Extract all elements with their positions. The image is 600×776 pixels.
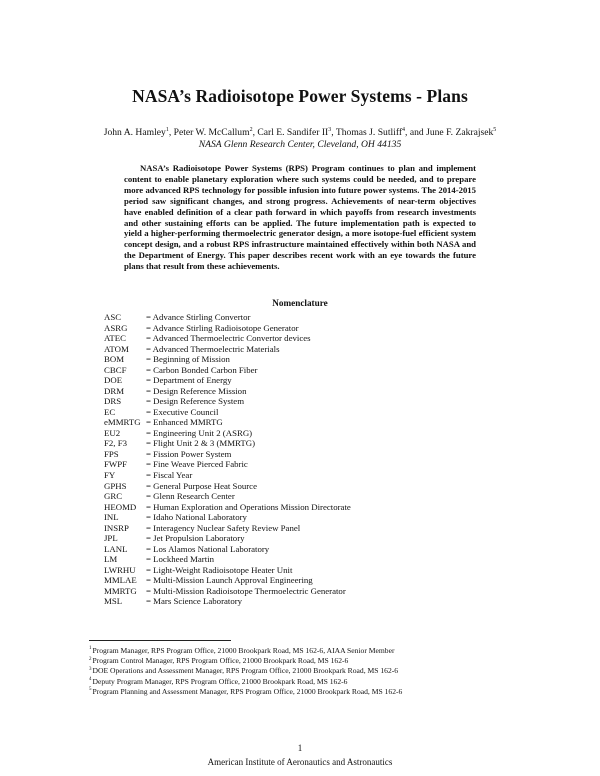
nomenclature-definition: = Multi-Mission Launch Approval Engineering	[146, 575, 313, 586]
nomenclature-row	[104, 344, 424, 355]
footnote-mark: 5	[89, 687, 92, 693]
nomenclature-definition: = Fine Weave Pierced Fabric	[146, 459, 248, 470]
nomenclature-definition: = Flight Unit 2 & 3 (MMRTG)	[146, 438, 256, 449]
nomenclature-abbreviation: ASC	[104, 312, 122, 322]
nomenclature-abbreviation: HEOMD	[104, 501, 137, 512]
nomenclature-abbreviation: MSL	[104, 596, 123, 607]
author: Carl E. Sandifer $II^3$,	[257, 126, 336, 138]
nomenclature-definition: = Department of Energy	[146, 375, 232, 386]
nomenclature-abbreviation: INSRP	[104, 522, 129, 533]
nomenclature-row	[104, 449, 424, 460]
footnote-text: Program Control Manager, RPS Program Office, 21000 Brookpark Road, MS 162-6	[92, 656, 349, 666]
nomenclature-definition: = Advanced Thermoelectric Convertor devices	[146, 333, 311, 344]
nomenclature-list	[104, 312, 424, 607]
nomenclature-definition: = Jet Propulsion Laboratory	[146, 533, 245, 544]
footnote-text: Program Manager, RPS Program Office, 21000 Brookpark Road, MS 162-6, AIAA Senior Member	[92, 646, 395, 655]
paper-title: NASA’s Radioisotope Power Systems - Plans	[132, 86, 468, 106]
nomenclature-row	[104, 386, 424, 397]
author: Thomas J. Sutliff$^4$, and	[335, 126, 427, 138]
nomenclature-row	[104, 544, 424, 555]
nomenclature-row	[104, 491, 424, 502]
nomenclature-row	[104, 533, 424, 544]
nomenclature-row	[104, 596, 424, 607]
nomenclature-definition: = Human Exploration and Operations Mission Directorate	[146, 501, 351, 512]
page-number: 1	[297, 743, 303, 753]
nomenclature-definition: = Design Reference System	[146, 396, 245, 407]
nomenclature-row	[104, 375, 424, 386]
nomenclature-abbreviation: DRM	[104, 385, 125, 396]
nomenclature-abbreviation: ATOM	[104, 343, 129, 354]
nomenclature-row	[104, 354, 424, 365]
footnote	[89, 677, 509, 687]
footnote	[89, 687, 509, 697]
footnote-mark: 3	[89, 666, 92, 672]
nomenclature-row	[104, 428, 424, 439]
nomenclature-row	[104, 586, 424, 597]
nomenclature-abbreviation: ATEC	[104, 333, 126, 344]
nomenclature-abbreviation: LM	[104, 554, 118, 565]
abstract: NASA’s Radioisotope Power Systems (RPS) Program continues to plan and implement content to enable planetary exploration where such systems could be needed, and to prepare more advanced RPS technology for possible infusion into future power systems. The 2014-2015 period saw significant changes, and strong progress. Achievements of near-term objectives have enabled definition of a clear path forward in which payoffs from research investments and other sustaining efforts can be applied. The future implementation path is expected to yield a higher-performing thermoelectric generator design, a more isotope-fuel efficient system concept design, and a robust RPS infrastructure maintained effectively within both NASA and the Department of Energy. This paper describes recent work with an eye towards the future plans that result from these achievements.	[124, 163, 476, 272]
footnote-text: Program Planning and Assessment Manager, RPS Program Office, 21000 Brookpark Road, MS 162-6	[92, 686, 403, 696]
nomenclature-abbreviation: DRS	[104, 396, 122, 407]
nomenclature-heading: Nomenclature	[272, 298, 328, 308]
nomenclature-row	[104, 323, 424, 334]
nomenclature-row	[104, 459, 424, 470]
author-footnote-mark: 3	[328, 126, 332, 133]
nomenclature-row	[104, 523, 424, 534]
nomenclature-abbreviation: INL	[104, 512, 119, 523]
author-footnote-mark: 1	[165, 126, 169, 133]
footnote-text: DOE Operations and Assessment Manager, RPS Program Office, 21000 Brookpark Road, MS 162-6	[92, 666, 399, 676]
nomenclature-row	[104, 481, 424, 492]
nomenclature-abbreviation: FPS	[104, 448, 119, 459]
nomenclature-row	[104, 365, 424, 376]
nomenclature-row	[104, 554, 424, 565]
nomenclature-definition: = Idaho National Laboratory	[146, 512, 247, 523]
nomenclature-row	[104, 512, 424, 523]
nomenclature-definition: = General Purpose Heat Source	[146, 480, 257, 491]
nomenclature-definition: = Los Alamos National Laboratory	[146, 543, 270, 554]
nomenclature-abbreviation: MMRTG	[104, 585, 137, 596]
nomenclature-abbreviation: FY	[104, 469, 116, 480]
nomenclature-abbreviation: EU2	[104, 427, 121, 438]
author-footnote-mark: 5	[493, 126, 497, 133]
affiliation: NASA Glenn Research Center, Cleveland, OH 44135	[198, 139, 402, 150]
nomenclature-row	[104, 470, 424, 481]
nomenclature-abbreviation: CBCF	[104, 364, 127, 375]
footnote	[89, 656, 509, 666]
footnote-mark: 2	[89, 656, 92, 662]
nomenclature-row	[104, 417, 424, 428]
footnote-text: Deputy Program Manager, RPS Program Office, 21000 Brookpark Road, MS 162-6	[92, 676, 348, 686]
nomenclature-abbreviation: MMLAE	[104, 575, 137, 586]
nomenclature-abbreviation: ASRG	[104, 322, 128, 333]
nomenclature-row	[104, 565, 424, 576]
nomenclature-definition: = Glenn Research Center	[146, 491, 235, 502]
nomenclature-abbreviation: DOE	[104, 375, 123, 386]
nomenclature-abbreviation: JPL	[104, 533, 118, 544]
footnote	[89, 666, 509, 676]
footnote-divider	[89, 640, 231, 641]
nomenclature-abbreviation: F2, F3	[104, 438, 127, 449]
footnote-mark: 4	[89, 677, 92, 683]
nomenclature-abbreviation: GRC	[104, 491, 123, 502]
author-footnote-mark: 4	[402, 126, 406, 133]
nomenclature-abbreviation: GPHS	[104, 480, 127, 491]
nomenclature-definition: = Enhanced MMRTG	[146, 417, 223, 428]
nomenclature-row	[104, 438, 424, 449]
author: John A. Hamley$^1$,	[103, 126, 174, 138]
footnotes	[89, 646, 509, 697]
nomenclature-abbreviation: LANL	[104, 543, 128, 554]
nomenclature-definition: = Multi-Mission Radioisotope Thermoelectric Generator	[146, 585, 346, 596]
footnote	[89, 646, 509, 656]
nomenclature-definition: = Mars Science Laboratory	[146, 596, 243, 607]
footnote-mark: 1	[89, 646, 92, 652]
nomenclature-definition: = Engineering Unit 2 (ASRG)	[146, 427, 253, 438]
author-footnote-mark: 2	[249, 126, 253, 133]
nomenclature-abbreviation: LWRHU	[104, 564, 136, 575]
nomenclature-definition: = Carbon Bonded Carbon Fiber	[146, 364, 258, 375]
author-line	[0, 127, 600, 138]
nomenclature-definition: = Advance Stirling Radioisotope Generator	[146, 322, 299, 333]
nomenclature-definition: = Interagency Nuclear Safety Review Panel	[146, 522, 301, 533]
nomenclature-definition: = Fiscal Year	[146, 469, 193, 480]
nomenclature-definition: = Lockheed Martin	[146, 554, 214, 565]
nomenclature-abbreviation: BOM	[104, 354, 125, 365]
nomenclature-row	[104, 312, 424, 323]
nomenclature-row	[104, 396, 424, 407]
nomenclature-definition: = Fission Power System	[146, 448, 232, 459]
nomenclature-row	[104, 575, 424, 586]
page-footer: American Institute of Aeronautics and Astronautics	[207, 757, 393, 767]
nomenclature-definition: = Design Reference Mission	[146, 385, 247, 396]
nomenclature-definition: = Executive Council	[146, 406, 219, 417]
author: Peter W. McCallum$^2$,	[173, 126, 258, 138]
nomenclature-row	[104, 407, 424, 418]
nomenclature-definition: = Beginning of Mission	[146, 354, 230, 365]
nomenclature-row	[104, 333, 424, 344]
nomenclature-row	[104, 502, 424, 513]
nomenclature-definition: = Light-Weight Radioisotope Heater Unit	[146, 564, 293, 575]
nomenclature-abbreviation: eMMRTG	[104, 417, 141, 428]
nomenclature-abbreviation: FWPF	[104, 459, 127, 470]
author: June F. Zakrajsek$^5$	[426, 126, 497, 138]
nomenclature-definition: = Advance Stirling Convertor	[146, 312, 251, 322]
nomenclature-abbreviation: EC	[104, 406, 116, 417]
nomenclature-definition: = Advanced Thermoelectric Materials	[146, 343, 280, 354]
